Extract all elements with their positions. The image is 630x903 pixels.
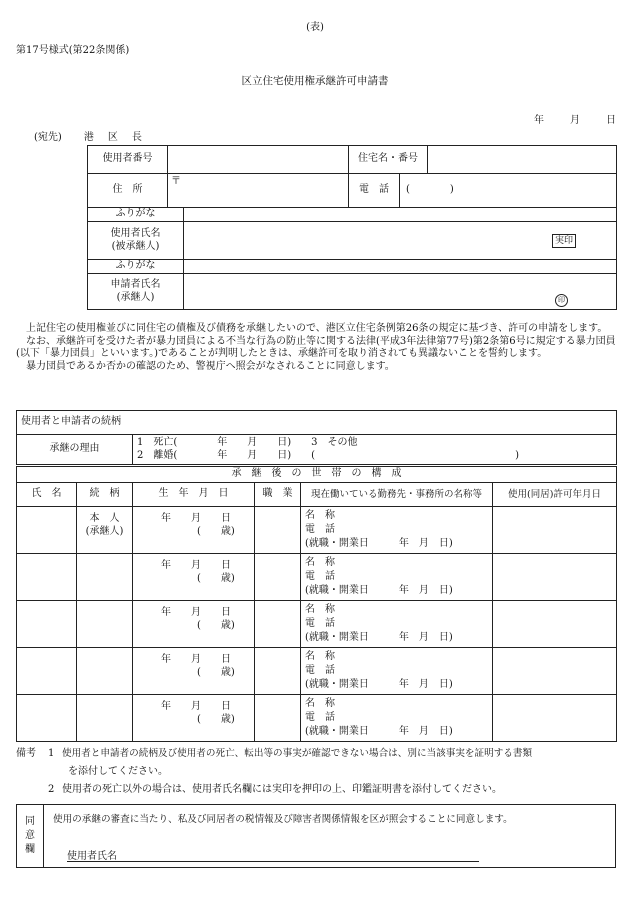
work-start-text: (就職・開業日 年 月 日)	[305, 679, 453, 690]
real-seal-mark: 実印	[552, 234, 576, 248]
addressee-char: 長	[131, 132, 142, 143]
age-text: ( 歳)	[197, 619, 235, 631]
date-month: 月	[570, 115, 580, 126]
work-name-text: 名 称	[305, 698, 335, 709]
work-start-text: (就職・開業日 年 月 日)	[305, 726, 453, 737]
age-text: ( 歳)	[197, 525, 235, 537]
table-row	[17, 601, 617, 648]
member-workplace-field[interactable]	[301, 507, 493, 554]
postal-mark: 〒	[171, 176, 181, 187]
user-number-field[interactable]	[168, 146, 349, 174]
member-dob-field[interactable]	[133, 601, 255, 648]
consent-label-char: 欄	[25, 844, 35, 855]
user-furigana-field[interactable]	[184, 208, 617, 222]
declaration-text	[16, 323, 616, 373]
dob-text: 年 月 日	[161, 654, 231, 665]
work-phone-text: 電 話	[305, 618, 335, 629]
seal-mark: 印	[555, 294, 568, 307]
work-name-text: 名 称	[305, 651, 335, 662]
member-name-field[interactable]	[17, 507, 77, 554]
household-table	[16, 466, 617, 742]
member-relation-field[interactable]	[77, 554, 133, 601]
phone-label: 電 話	[349, 174, 400, 208]
col-header-occupation: 職 業	[255, 483, 301, 507]
applicant-name-field[interactable]	[184, 274, 617, 310]
work-phone-text: 電 話	[305, 665, 335, 676]
member-name-field[interactable]	[17, 601, 77, 648]
work-phone-text: 電 話	[305, 524, 335, 535]
member-dob-field[interactable]	[133, 695, 255, 742]
declaration-paragraph: 暴力団員であるか否かの確認のため、警視庁へ照会がなされることに同意します。	[26, 360, 395, 372]
reason-label: 承継の理由	[17, 435, 133, 465]
phone-value: ( )	[406, 184, 454, 196]
consent-signature-line[interactable]	[67, 847, 479, 862]
col-header-workplace: 現在働いている勤務先・事務所の名称等	[301, 483, 493, 507]
member-permission-field[interactable]	[493, 601, 617, 648]
member-dob-field[interactable]	[133, 648, 255, 695]
address-label: 住 所	[88, 174, 168, 208]
dob-text: 年 月 日	[161, 701, 231, 712]
col-header-dob: 生 年 月 日	[133, 483, 255, 507]
work-name-text: 名 称	[305, 604, 335, 615]
col-header-permission-date: 使用(同居)許可年月日	[493, 483, 617, 507]
note-number: 2	[48, 784, 55, 795]
note-number: 1	[48, 748, 55, 759]
user-name-label	[88, 222, 184, 260]
note-item: 使用者の死亡以外の場合は、使用者氏名欄には実印を押印の上、印鑑証明書を添付してください。	[62, 784, 502, 795]
member-occupation-field[interactable]	[255, 601, 301, 648]
reason-line: 1 死亡( 年 月 日) 3 その他	[137, 437, 358, 448]
work-start-text: (就職・開業日 年 月 日)	[305, 538, 453, 549]
member-workplace-field[interactable]	[301, 648, 493, 695]
member-workplace-field[interactable]	[301, 554, 493, 601]
member-occupation-field[interactable]	[255, 507, 301, 554]
furigana-label: ふりがな	[88, 208, 184, 222]
member-permission-field[interactable]	[493, 648, 617, 695]
house-field[interactable]	[428, 146, 617, 174]
member-dob-field[interactable]	[133, 554, 255, 601]
member-workplace-field[interactable]	[301, 601, 493, 648]
addressee-prefix: (宛先)	[34, 132, 62, 143]
age-text: ( 歳)	[197, 572, 235, 584]
house-label: 住宅名・番号	[349, 146, 428, 174]
member-occupation-field[interactable]	[255, 648, 301, 695]
member-workplace-field[interactable]	[301, 695, 493, 742]
user-name-label-sub: (被承継人)	[111, 240, 160, 252]
col-header-name: 氏 名	[17, 483, 77, 507]
consent-label-char: 同	[25, 816, 35, 827]
notes	[16, 747, 616, 796]
member-dob-field[interactable]	[133, 507, 255, 554]
table-row	[17, 648, 617, 695]
date-year: 年	[534, 115, 544, 126]
member-relation-field[interactable]	[77, 507, 133, 554]
age-text: ( 歳)	[197, 713, 235, 725]
table-row	[17, 507, 617, 554]
member-relation-field[interactable]	[77, 695, 133, 742]
address-field[interactable]	[168, 174, 349, 208]
user-name-label-text: 使用者氏名	[110, 228, 161, 239]
applicant-name-label	[88, 274, 184, 310]
relationship-table	[16, 410, 617, 465]
addressee	[34, 128, 156, 143]
member-name-field[interactable]	[17, 554, 77, 601]
consent-name-label: 使用者氏名	[67, 851, 117, 862]
form-number: 第17号様式(第22条関係)	[16, 45, 130, 56]
member-relation-field[interactable]	[77, 601, 133, 648]
member-name-field[interactable]	[17, 695, 77, 742]
work-start-text: (就職・開業日 年 月 日)	[305, 632, 453, 643]
work-phone-text: 電 話	[305, 571, 335, 582]
phone-field[interactable]	[400, 174, 617, 208]
dob-text: 年 月 日	[161, 560, 231, 571]
addressee-char: 区	[107, 132, 118, 143]
work-name-text: 名 称	[305, 557, 335, 568]
note-item-cont: を添付してください。	[68, 766, 168, 777]
applicant-name-label-sub: (承継人)	[116, 291, 155, 303]
dob-text: 年 月 日	[161, 513, 231, 524]
date-day: 日	[606, 115, 616, 126]
note-item: 使用者と申請者の続柄及び使用者の死亡、転出等の事実が確認できない場合は、別に当該事実を証明する書類	[62, 748, 533, 759]
member-permission-field[interactable]	[493, 554, 617, 601]
household-title: 承 継 後 の 世 帯 の 構 成	[17, 467, 617, 483]
applicant-table	[87, 145, 617, 310]
work-phone-text: 電 話	[305, 712, 335, 723]
dob-text: 年 月 日	[161, 607, 231, 618]
page-title: 区立住宅使用権承継許可申請書	[241, 75, 389, 87]
addressee-char: 港	[83, 132, 94, 143]
declaration-paragraph: 上記住宅の使用権並びに同住宅の債権及び債務を承継したいので、港区立住宅条例第26条の規定に基づき、許可の申請をします。	[26, 323, 608, 334]
member-permission-field[interactable]	[493, 695, 617, 742]
consent-label-char: 意	[25, 830, 35, 841]
member-relation-field[interactable]	[77, 648, 133, 695]
consent-box	[16, 804, 616, 868]
relationship-row[interactable]	[17, 411, 617, 435]
user-number-label: 使用者番号	[88, 146, 168, 174]
relation-self-sub: (承継人)	[85, 525, 124, 537]
consent-label	[17, 805, 44, 867]
consent-text: 使用の承継の審査に当たり、私及び同居者の税情報及び障害者関係情報を区が照会することに同意します。	[53, 814, 513, 825]
declaration-paragraph: なお、承継許可を受けた者が暴力団員による不当な行為の防止等に関する法律(平成3年法律第77号)第2条第6号に規定する暴力団員(以下「暴力団員」といいます。)であることが判明したときは、承継許可を取り消されても異議ないことを誓約します。	[16, 335, 616, 359]
member-occupation-field[interactable]	[255, 695, 301, 742]
work-name-text: 名 称	[305, 510, 335, 521]
front-side-mark: (表)	[306, 22, 324, 33]
notes-label: 備考	[16, 748, 36, 759]
relationship-label: 使用者と申請者の続柄	[21, 416, 121, 428]
member-name-field[interactable]	[17, 648, 77, 695]
age-text: ( 歳)	[197, 666, 235, 678]
table-row	[17, 695, 617, 742]
work-start-text: (就職・開業日 年 月 日)	[305, 585, 453, 596]
applicant-name-label-text: 申請者氏名	[110, 279, 161, 290]
reason-line: 2 離婚( 年 月 日) ( )	[137, 449, 519, 461]
col-header-relation: 続 柄	[77, 483, 133, 507]
relation-self: 本 人	[89, 513, 120, 524]
member-permission-field[interactable]	[493, 507, 617, 554]
reason-field[interactable]	[133, 435, 617, 465]
applicant-furigana-field[interactable]	[184, 260, 617, 274]
user-name-field[interactable]	[184, 222, 617, 260]
member-occupation-field[interactable]	[255, 554, 301, 601]
furigana-label: ふりがな	[88, 260, 184, 274]
table-row	[17, 554, 617, 601]
